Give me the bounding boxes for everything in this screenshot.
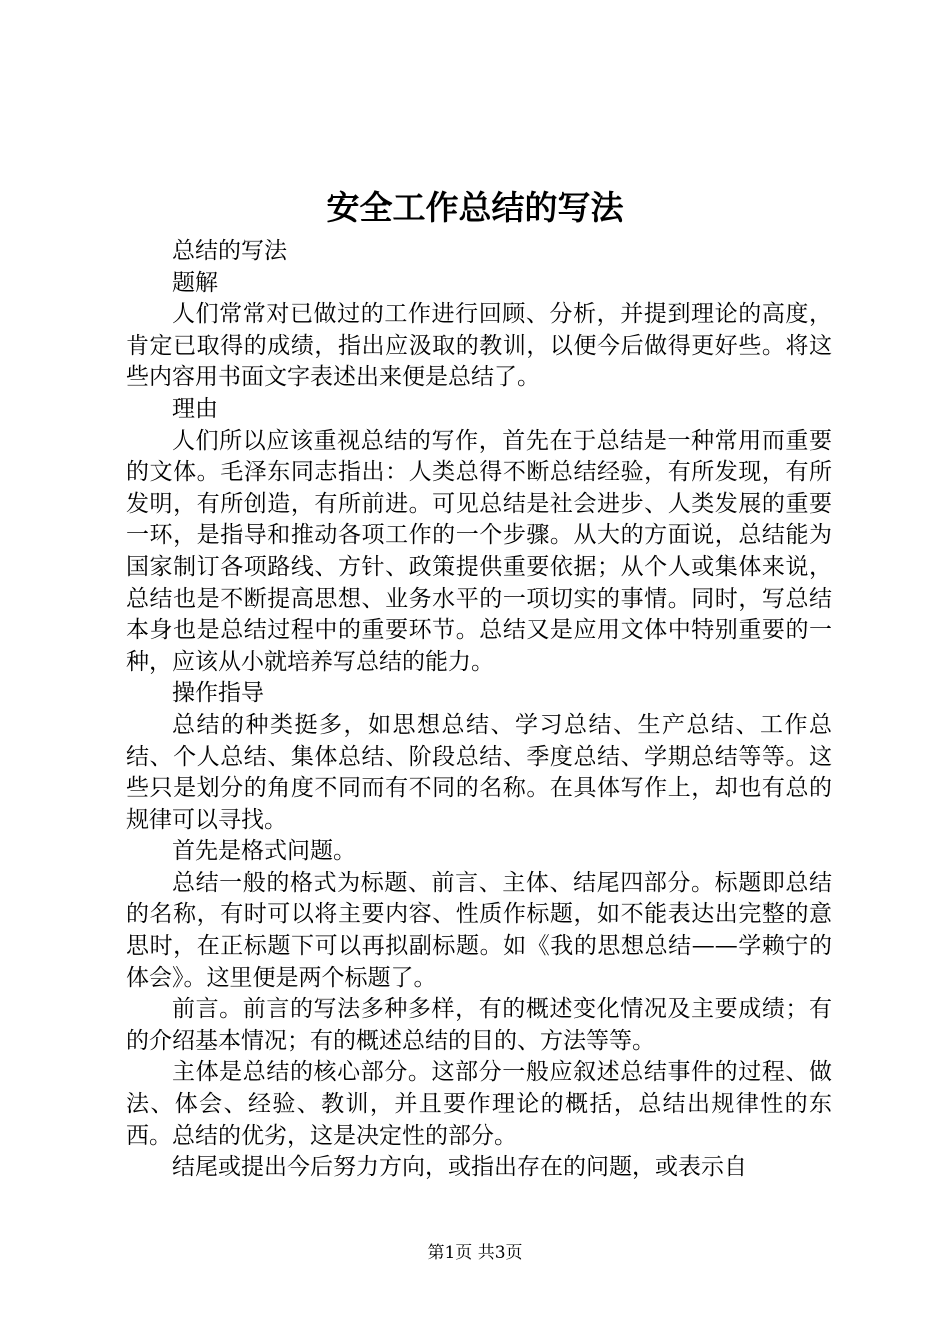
document-body [126, 236, 832, 1184]
paragraph: 题解 [172, 269, 218, 296]
paragraph: 人们所以应该重视总结的写作，首先在于总结是一种常用而重要的文体。毛泽东同志指出：人类总得不断总结经验，有所发现，有所发明，有所创造，有所前进。可见总结是社会进步、人类发展的重要一环，是指导和推动各项工作的一个步骤。从大的方面说，总结能为国家制订各项路线、方针、政策提供重要依据；从个人或集体来说，总结也是不断提高思想、业务水平的一项切实的事情。同时，写总结本身也是总结过程中的重要环节。总结又是应用文体中特别重要的一种，应该从小就培养写总结的能力。 [126, 427, 832, 675]
paragraph: 操作指导 [172, 680, 264, 707]
paragraph: 人们常常对已做过的工作进行回顾、分析，并提到理论的高度，肯定已取得的成绩，指出应汲取的教训，以便今后做得更好些。将这些内容用书面文字表述出来便是总结了。 [126, 301, 832, 391]
paragraph: 总结的种类挺多，如思想总结、学习总结、生产总结、工作总结、个人总结、集体总结、阶段总结、季度总结、学期总结等等。这些只是划分的角度不同而有不同的名称。在具体写作上，却也有总的规律可以寻找。 [126, 711, 832, 833]
paragraph: 总结的写法 [172, 238, 287, 264]
paragraph: 前言。前言的写法多种多样，有的概述变化情况及主要成绩；有的介绍基本情况；有的概述总结的目的、方法等等。 [126, 996, 832, 1054]
page-footer: 第1页 共3页 [427, 1243, 523, 1263]
paragraph: 结尾或提出今后努力方向，或指出存在的问题，或表示自 [172, 1154, 747, 1181]
paragraph: 主体是总结的核心部分。这部分一般应叙述总结事件的过程、做法、体会、经验、教训，并且要作理论的概括，总结出规律性的东西。总结的优劣，这是决定性的部分。 [126, 1059, 832, 1149]
paragraph: 首先是格式问题。 [172, 838, 356, 865]
paragraph: 总结一般的格式为标题、前言、主体、结尾四部分。标题即总结的名称，有时可以将主要内容、性质作标题，如不能表达出完整的意思时，在正标题下可以再拟副标题。如《我的思想总结——学赖宁的体会》。这里便是两个标题了。 [126, 869, 832, 991]
document-title: 安全工作总结的写法 [326, 188, 624, 227]
paragraph: 理由 [172, 395, 218, 422]
